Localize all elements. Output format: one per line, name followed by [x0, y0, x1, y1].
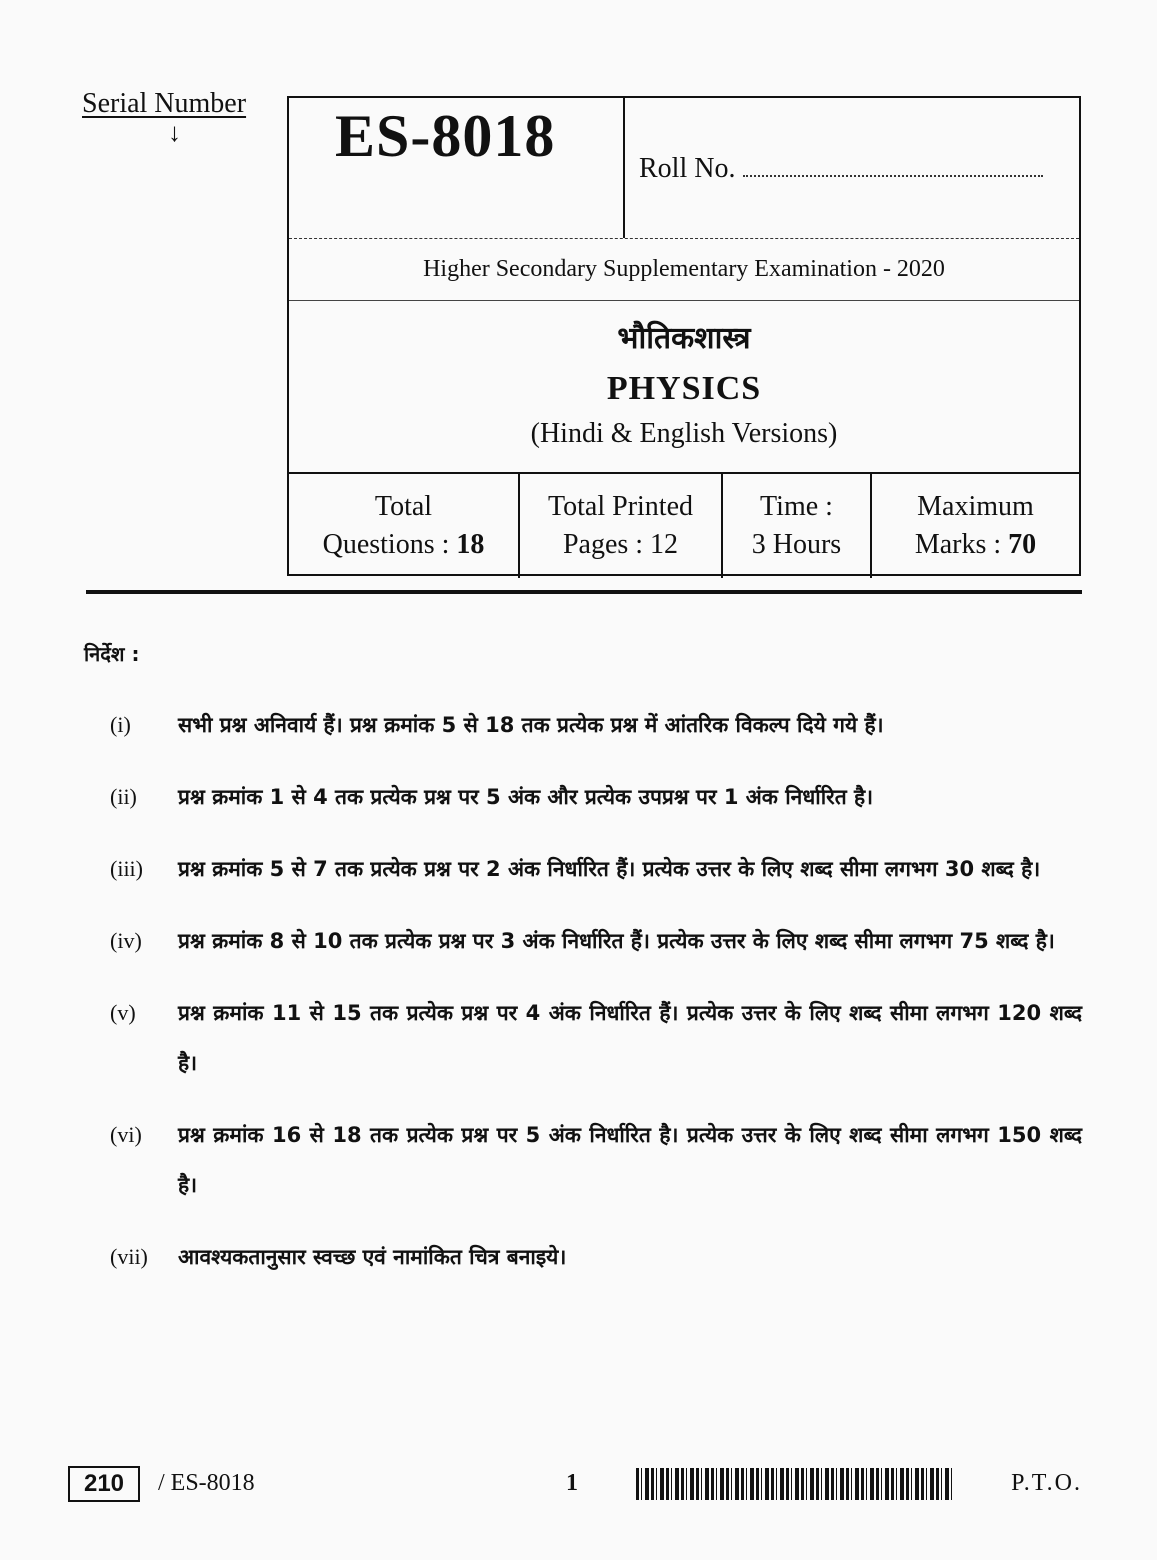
instruction-item [110, 700, 1082, 750]
page-number: 1 [566, 1470, 578, 1496]
instruction-number: (vii) [110, 1244, 148, 1269]
footer-paper-code: / ES-8018 [158, 1470, 255, 1496]
roll-number-field [639, 153, 1043, 185]
pages-label-line1: Total Printed [547, 491, 694, 522]
instruction-item [110, 1232, 1082, 1282]
barcode-icon [636, 1468, 952, 1500]
total-questions-cell [289, 474, 520, 578]
instruction-text: प्रश्न क्रमांक 16 से 18 तक प्रत्येक प्रश्न पर 5 अंक निर्धारित है। प्रत्येक उत्तर के लिए शब्द सीमा लगभग 150 शब्द है। [178, 1123, 1082, 1197]
instruction-item [110, 844, 1082, 894]
subject-title-english: PHYSICS [606, 370, 762, 407]
page-footer [68, 1466, 1082, 1506]
instructions-list [110, 700, 1082, 1304]
header-top-row [289, 98, 1079, 239]
exam-info-row [289, 472, 1079, 578]
footer-number-box: 210 [68, 1466, 140, 1502]
instruction-number: (vi) [110, 1122, 142, 1147]
subject-title-hindi: भौतिकशास्त्र [617, 321, 751, 356]
questions-label-line1: Total [374, 491, 433, 522]
marks-label-line1: Maximum [917, 491, 1034, 522]
down-arrow-icon: ↓ [168, 118, 181, 147]
instruction-number: (ii) [110, 784, 137, 809]
instruction-text: प्रश्न क्रमांक 5 से 7 तक प्रत्येक प्रश्न पर 2 अंक निर्धारित हैं। प्रत्येक उत्तर के लिए शब्द सीमा लगभग 30 शब्द है। [178, 857, 1041, 881]
roll-number-blank [743, 153, 1043, 177]
header-divider [623, 98, 625, 238]
serial-number-label: Serial Number [82, 88, 247, 119]
instruction-item [110, 988, 1082, 1088]
language-versions: (Hindi & English Versions) [530, 418, 838, 449]
time-value: 3 Hours [751, 529, 842, 560]
exam-header-box [287, 96, 1081, 576]
questions-label-line2: Questions : [322, 529, 450, 560]
pages-value: 12 [650, 529, 679, 560]
questions-value: 18 [456, 529, 485, 560]
time-label: Time : [760, 491, 833, 522]
roll-number-label: Roll No. [639, 153, 736, 184]
instruction-text: आवश्यकतानुसार स्वच्छ एवं नामांकित चित्र बनाइये। [178, 1245, 567, 1269]
horizontal-rule [86, 590, 1082, 594]
marks-label-line2: Marks : [914, 529, 1002, 560]
instruction-text: प्रश्न क्रमांक 1 से 4 तक प्रत्येक प्रश्न पर 5 अंक और प्रत्येक उपप्रश्न पर 1 अंक निर्धारित है। [178, 785, 874, 809]
time-cell [723, 474, 872, 578]
please-turn-over: P.T.O. [1011, 1470, 1082, 1496]
instruction-text: सभी प्रश्न अनिवार्य हैं। प्रश्न क्रमांक 5 से 18 तक प्रत्येक प्रश्न में आंतरिक विकल्प दिये गये हैं। [178, 713, 884, 737]
instruction-item [110, 916, 1082, 966]
maximum-marks-cell [872, 474, 1079, 578]
instruction-number: (v) [110, 1000, 136, 1025]
instruction-text: प्रश्न क्रमांक 8 से 10 तक प्रत्येक प्रश्न पर 3 अंक निर्धारित हैं। प्रत्येक उत्तर के लिए शब्द सीमा लगभग 75 शब्द है। [178, 929, 1055, 953]
instruction-item [110, 1110, 1082, 1210]
instruction-number: (iii) [110, 856, 143, 881]
instructions-heading: निर्देश : [84, 642, 140, 666]
instruction-item [110, 772, 1082, 822]
instruction-number: (i) [110, 712, 131, 737]
instruction-number: (iv) [110, 928, 142, 953]
paper-code: ES-8018 [335, 103, 556, 169]
pages-label-line2: Pages : [562, 529, 644, 560]
marks-value: 70 [1008, 529, 1037, 560]
instruction-text: प्रश्न क्रमांक 11 से 15 तक प्रत्येक प्रश्न पर 4 अंक निर्धारित हैं। प्रत्येक उत्तर के लिए शब्द सीमा लगभग 120 शब्द है। [178, 1001, 1082, 1075]
exam-name: Higher Secondary Supplementary Examination - 2020 [289, 238, 1079, 301]
total-pages-cell [520, 474, 723, 578]
